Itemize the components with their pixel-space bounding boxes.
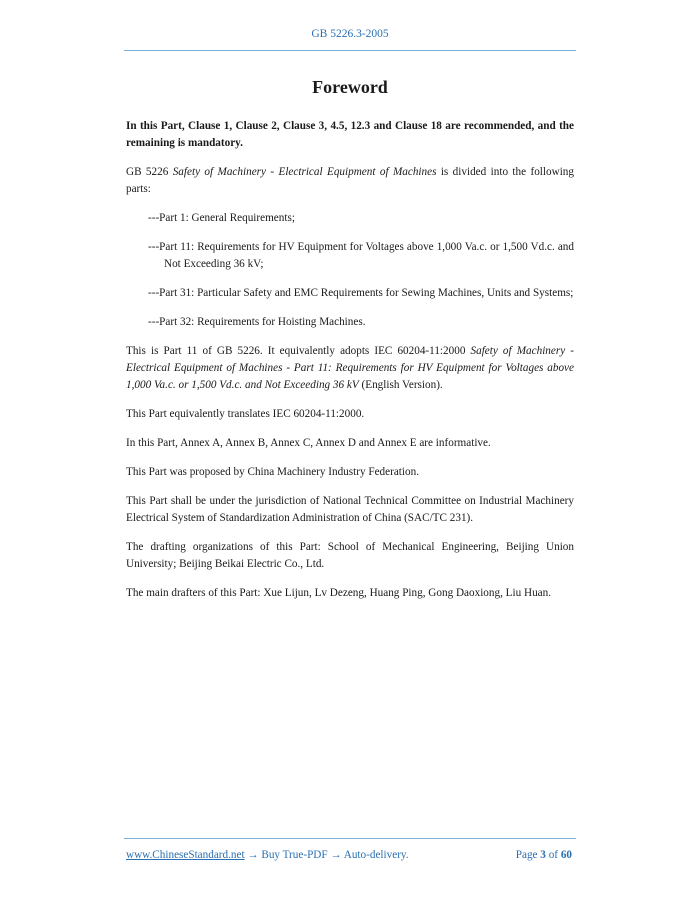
- parts-list-item: ---Part 1: General Requirements;: [148, 212, 295, 224]
- parts-list-item: ---Part 31: Particular Safety and EMC Requirements for Sewing Machines, Units and Systems;: [148, 287, 574, 299]
- parts-intro-title: Safety of Machinery - Electrical Equipment of Machines: [172, 166, 437, 178]
- translation-paragraph: This Part equivalently translates IEC 60204-11:2000.: [126, 408, 365, 420]
- jurisdiction-paragraph: This Part shall be under the jurisdiction of National Technical Committee on Industrial Machinery Electrical System of Standardization Administration of China (SAC/TC 231).: [126, 495, 574, 524]
- header-divider: [124, 50, 576, 51]
- running-header: GB 5226.3-2005: [311, 28, 389, 40]
- page-footer: [126, 849, 574, 861]
- drafting-organizations-paragraph: The drafting organizations of this Part: School of Mechanical Engineering, Beijing Union University; Beijing Beikai Electric Co., Ltd.: [126, 541, 574, 570]
- document-body: [126, 118, 574, 614]
- drafters-paragraph: The main drafters of this Part: Xue Lijun, Lv Dezeng, Huang Ping, Gong Daoxiong, Liu Huan.: [126, 587, 552, 599]
- adoption-prefix: This is Part 11 of GB 5226. It equivalently adopts IEC 60204-11:2000: [126, 345, 471, 357]
- adoption-title: Safety of Machinery - Electrical Equipment of Machines - Part 11: Requirements for HV Equipment for Voltages above 1,000 Va.c. or 1,500 Vd.c. and Not Exceeding 36 kV: [126, 345, 574, 391]
- parts-list-item: ---Part 11: Requirements for HV Equipment for Voltages above 1,000 Va.c. or 1,500 Vd.c. and Not Exceeding 36 kV;: [148, 241, 574, 270]
- proposer-paragraph: This Part was proposed by China Machinery Industry Federation.: [126, 466, 419, 478]
- parts-list-item: ---Part 32: Requirements for Hoisting Machines.: [148, 316, 366, 328]
- page-of: of: [548, 849, 559, 861]
- page-label: Page: [515, 849, 538, 861]
- parts-intro-suffix: is divided into the following parts:: [126, 166, 574, 195]
- adoption-suffix: (English Version).: [358, 379, 443, 391]
- page-total: 60: [560, 849, 572, 861]
- website-link[interactable]: www.ChineseStandard.net: [126, 849, 245, 861]
- page-title: Foreword: [312, 77, 388, 97]
- footer-tagline: → Buy True-PDF → Auto-delivery.: [244, 849, 409, 861]
- page-current: 3: [540, 849, 546, 861]
- mandatory-statement: In this Part, Clause 1, Clause 2, Clause 3, 4.5, 12.3 and Clause 18 are recommended, and the remaining is mandatory.: [126, 120, 574, 149]
- parts-intro-prefix: GB 5226: [126, 166, 173, 178]
- parts-intro-paragraph: [126, 164, 574, 198]
- page-indicator: [516, 849, 572, 861]
- adoption-paragraph: [126, 343, 574, 394]
- annexes-paragraph: In this Part, Annex A, Annex B, Annex C, Annex D and Annex E are informative.: [126, 437, 491, 449]
- footer-divider: [124, 838, 576, 839]
